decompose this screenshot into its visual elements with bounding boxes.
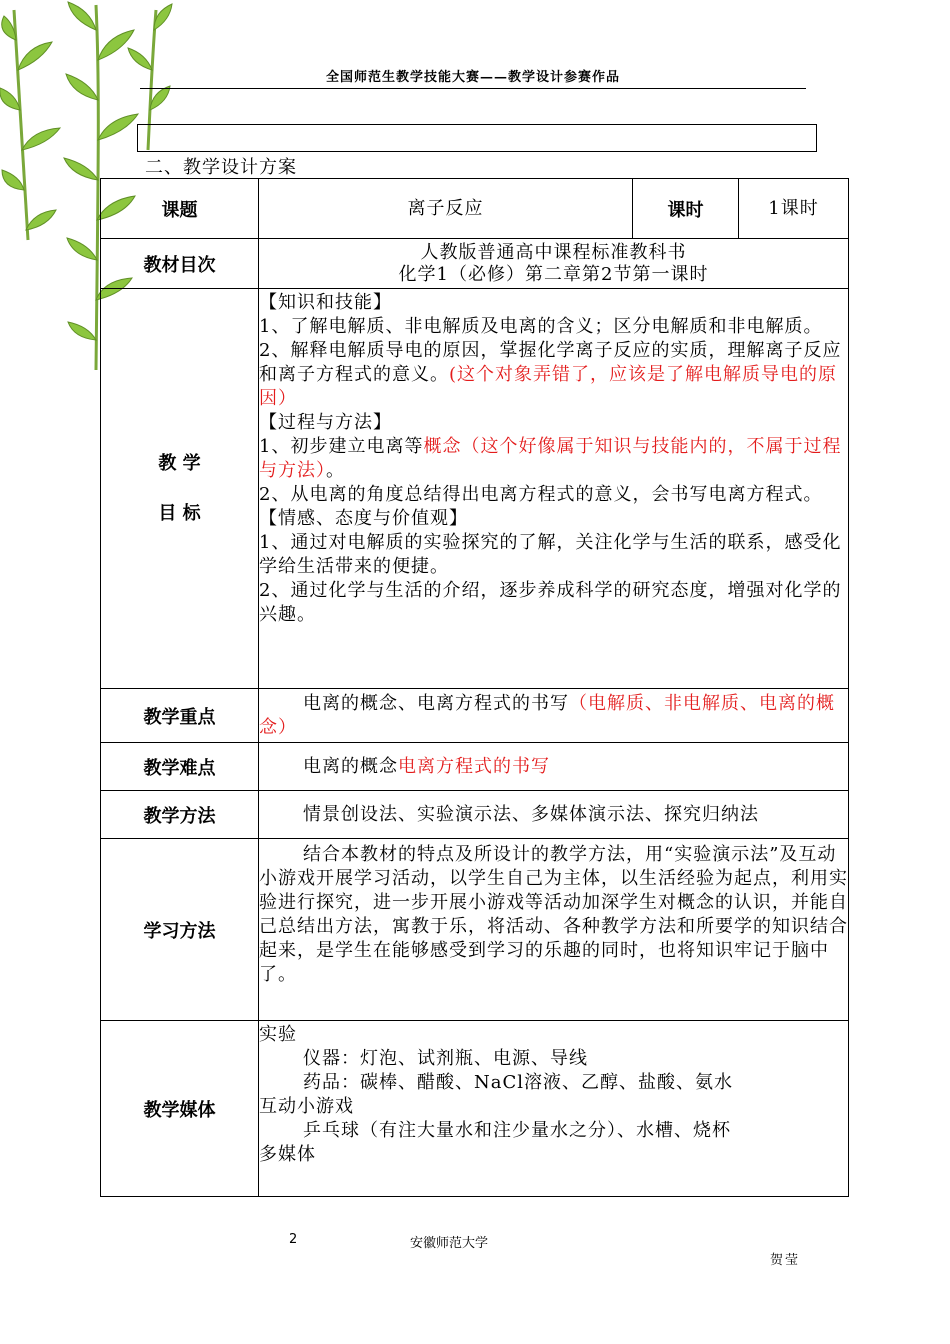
row-difficult-points	[101, 743, 849, 791]
row-teaching-media	[101, 1021, 849, 1197]
teaching-media-label: 教学媒体	[101, 1021, 259, 1197]
teaching-method-label: 教学方法	[101, 791, 259, 839]
goal-process-1	[259, 435, 848, 483]
goal-knowledge-2	[259, 339, 848, 411]
header-rule	[140, 88, 806, 89]
topic-label: 课题	[101, 179, 259, 239]
textbook-line-1: 人教版普通高中课程标准教科书	[420, 241, 687, 263]
teaching-method-text: 情景创设法、实验演示法、多媒体演示法、探究归纳法	[303, 803, 759, 825]
goals-content	[259, 289, 849, 689]
key-points-text: 电离的概念、电离方程式的书写	[303, 692, 569, 714]
row-textbook	[101, 239, 849, 289]
row-goals	[101, 289, 849, 689]
row-key-points	[101, 689, 849, 743]
goals-label-line-2: 目 标	[158, 502, 201, 524]
goal-knowledge-1: 1、了解电解质、非电解质及电离的含义；区分电解质和非电解质。	[259, 316, 823, 337]
goal-process-2: 2、从电离的角度总结得出电离方程式的意义，会书写电离方程式。	[259, 484, 823, 505]
learning-method-label: 学习方法	[101, 839, 259, 1021]
goal-attitude-1: 1、通过对电解质的实验探究的了解，关注化学与生活的联系，感受化学给生活带来的便捷。	[259, 532, 842, 577]
section-title: 二、教学设计方案	[145, 157, 297, 178]
learning-method-value: 结合本教材的特点及所设计的教学方法，用“实验演示法”及互动小游戏开展学习活动，以学生自己为主体，以生活经验为起点，利用实验进行探究，进一步开展小游戏等活动加深学生对概念的认识，并能自己总结出方法，寓教于乐，将活动、各种教学方法和所要学的知识结合起来，是学生在能够感受到学习的乐趣的同时，也将知识牢记于脑中了。	[259, 839, 849, 1021]
textbook-label: 教材目次	[101, 239, 259, 289]
media-line-3: 药品：碳棒、醋酸、NaCl溶液、乙醇、盐酸、氨水	[303, 1072, 734, 1093]
hours-value: 1课时	[739, 179, 849, 239]
media-line-4: 互动小游戏	[259, 1096, 354, 1117]
topic-value: 离子反应	[259, 179, 633, 239]
goals-heading-knowledge: 【知识和技能】	[259, 292, 392, 313]
media-line-1: 实验	[259, 1024, 297, 1045]
hours-label: 课时	[633, 179, 739, 239]
page-header: 全国师范生教学技能大赛——教学设计参赛作品	[325, 70, 620, 85]
media-line-2: 仪器：灯泡、试剂瓶、电源、导线	[303, 1048, 588, 1069]
footer-author: 贺莹	[770, 1253, 801, 1268]
goals-heading-process: 【过程与方法】	[259, 412, 392, 433]
lesson-plan-table	[100, 178, 849, 1197]
textbook-line-2: 化学1（必修）第二章第2节第一课时	[398, 263, 709, 285]
row-teaching-method	[101, 791, 849, 839]
difficult-points-comment: 电离方程式的书写	[398, 755, 550, 777]
media-line-6: 多媒体	[259, 1144, 316, 1165]
page-number: 2	[289, 1232, 298, 1247]
difficult-points-label: 教学难点	[101, 743, 259, 791]
difficult-points-value	[259, 743, 849, 791]
goal-process-1-end: 。	[326, 460, 345, 481]
row-learning-method	[101, 839, 849, 1021]
difficult-points-text: 电离的概念	[303, 755, 398, 777]
goal-process-1-text: 1、初步建立电离等	[259, 436, 424, 457]
goals-label	[101, 289, 259, 689]
goal-attitude-2: 2、通过化学与生活的介绍，逐步养成科学的研究态度，增强对化学的兴趣。	[259, 580, 842, 625]
key-points-label: 教学重点	[101, 689, 259, 743]
key-points-value	[259, 689, 849, 743]
key-points-comment: （电解质、非电解质、电离的概念）	[259, 692, 835, 738]
row-topic	[101, 179, 849, 239]
goal-knowledge-2-comment: (这个对象弄错了，应该是了解电解质导电的原因）	[259, 364, 838, 409]
empty-frame-box	[137, 124, 817, 152]
goal-process-1-comment: 概念（这个好像属于知识与技能内的，不属于过程与方法）	[259, 436, 842, 481]
goals-label-line-1: 教 学	[158, 452, 201, 474]
teaching-media-value	[259, 1021, 849, 1197]
goals-heading-attitude: 【情感、态度与价值观】	[259, 508, 468, 529]
media-line-5: 乒乓球（有注大量水和注少量水之分）、水槽、烧杯	[303, 1120, 731, 1141]
goal-knowledge-2-text: 2、解释电解质导电的原因，掌握化学离子反应的实质，理解离子反应和离子方程式的意义。	[259, 340, 842, 385]
textbook-value	[259, 239, 849, 289]
teaching-method-value	[259, 791, 849, 839]
footer-university: 安徽师范大学	[410, 1236, 489, 1251]
